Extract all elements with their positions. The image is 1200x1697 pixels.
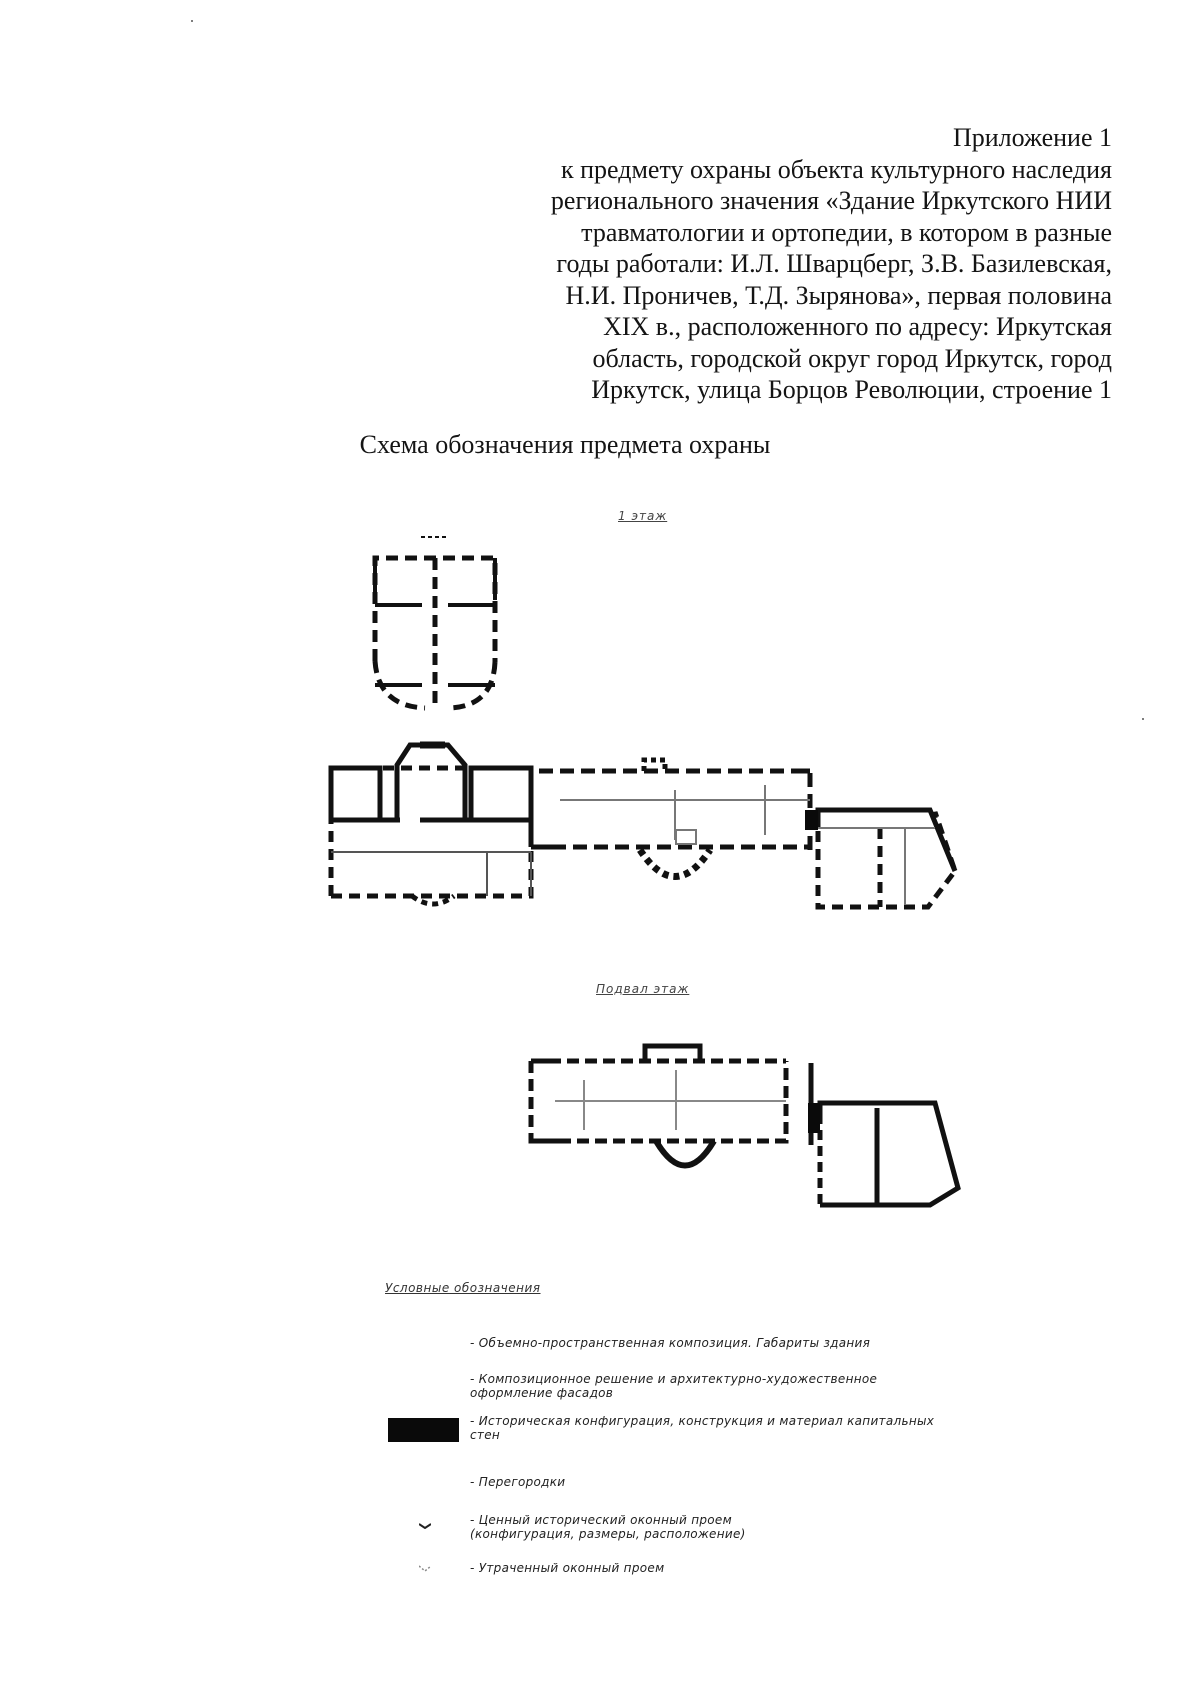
appendix-line: Иркутск, улица Борцов Революции, строение 1	[591, 375, 1112, 404]
legend-heading: Условные обозначения	[385, 1281, 541, 1295]
appendix-line: Н.И. Проничев, Т.Д. Зырянова», первая половина	[565, 280, 1112, 310]
appendix-line: годы работали: И.Л. Шварцберг, З.В. Базилевская,	[556, 249, 1112, 278]
basement-apse	[656, 1141, 714, 1166]
east-wing-partitions	[818, 828, 935, 905]
appendix-line: регионального значения «Здание Иркутского НИИ	[550, 186, 1112, 215]
central-block-partitions	[560, 785, 810, 844]
first-floor-label: 1 этаж	[618, 509, 668, 523]
legend-item-capital-walls: - Историческая конфигурация, конструкция и материал капитальных стен	[470, 1414, 935, 1442]
basement-capital-wall	[808, 1103, 820, 1133]
legend-item-facades: - Композиционное решение и архитектурно-художественное оформление фасадов	[470, 1372, 878, 1400]
basement-east-wing-dashed	[811, 1063, 820, 1205]
basement-label: Подвал этаж	[596, 982, 690, 996]
central-apse	[640, 850, 710, 877]
east-wing-solid	[818, 810, 955, 871]
legend-item-partitions: - Перегородки	[470, 1475, 566, 1489]
lost-window-icon	[419, 1565, 431, 1573]
central-block-solid	[531, 771, 810, 847]
first-floor-west-wing-rooms	[331, 745, 531, 820]
first-floor-west-wing-partitions	[331, 852, 531, 896]
legend-item-valued-window: - Ценный исторический оконный проем (конфигурация, размеры, расположение)	[470, 1513, 746, 1541]
east-wing-capital-wall	[805, 810, 818, 830]
legend-item-lost-window: - Утраченный оконный проем	[470, 1561, 665, 1575]
appendix-line: к предмету охраны объекта культурного наследия	[560, 154, 1112, 184]
capital-walls-swatch	[388, 1418, 459, 1442]
scheme-title-text: Схема обозначения предмета охраны	[359, 430, 771, 459]
first-floor-west-wing	[331, 768, 531, 896]
first-floor-central-block	[531, 771, 810, 850]
basement-partitions	[555, 1070, 786, 1130]
appendix-line: Приложение 1	[952, 123, 1112, 152]
legend-item-volume: - Объемно-пространственная композиция. Габариты здания	[470, 1336, 871, 1350]
basement-east-wing	[820, 1103, 958, 1205]
appendix-line: XIX в., расположенного по адресу: Иркутская	[603, 312, 1112, 341]
appendix-line: травматологии и ортопедии, в котором в разные	[581, 217, 1112, 247]
valued-window-icon	[419, 1523, 431, 1529]
appendix-line: область, городской округ город Иркутск, город	[592, 343, 1112, 373]
